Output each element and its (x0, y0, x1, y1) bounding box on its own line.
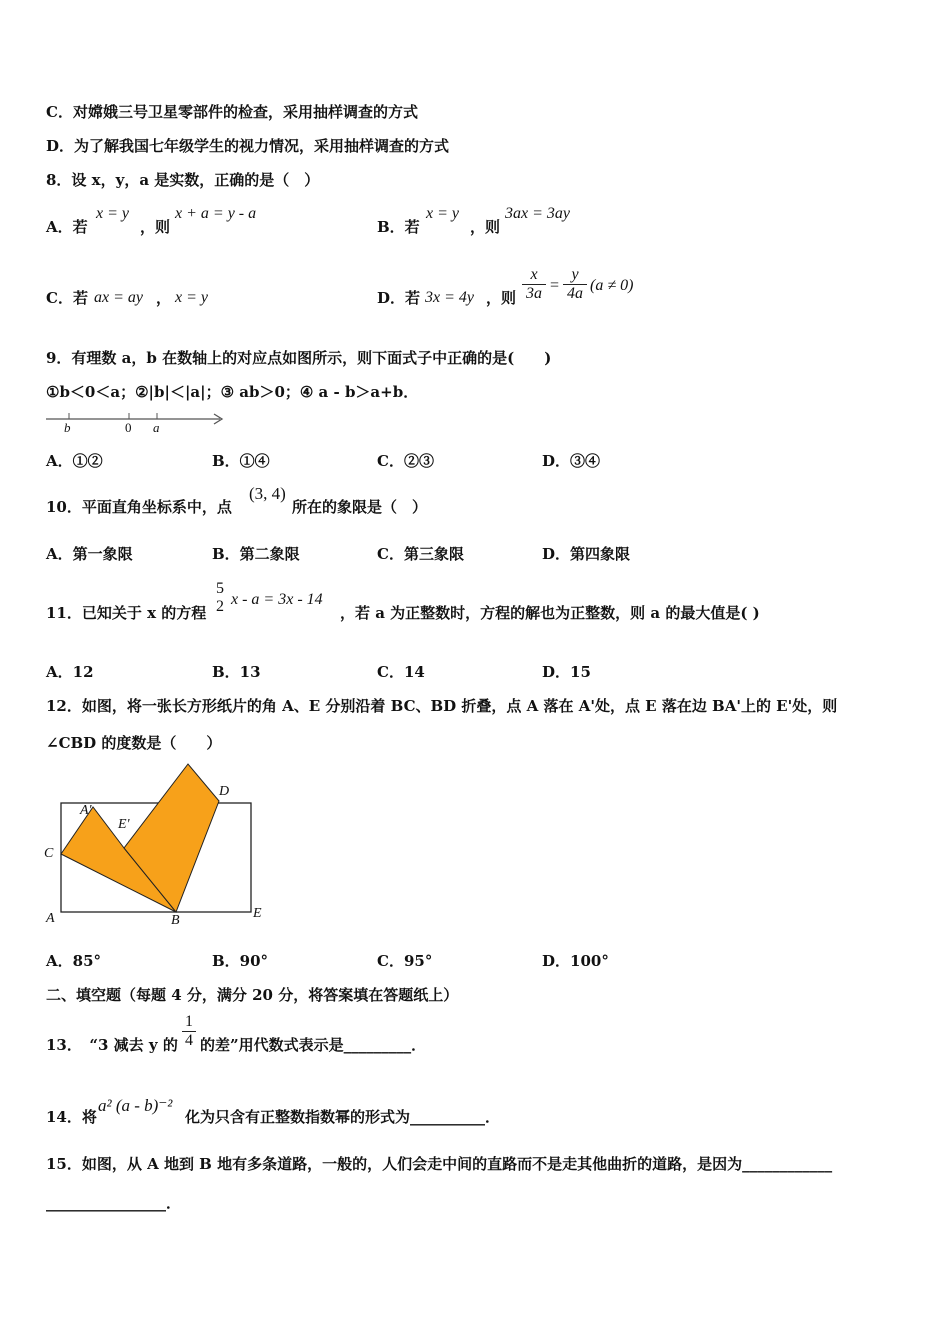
fraction-numerator: y (571, 266, 579, 283)
label-a: A (46, 911, 55, 926)
q8-option-a-then: ，则 (140, 218, 171, 236)
question-15-line2: ________________． (46, 1194, 182, 1212)
number-line-label-a: a (153, 420, 160, 435)
q11-option-c: C．14 (377, 663, 425, 681)
q8-option-a-cond: x = y (96, 205, 129, 222)
q9-option-c: C．②③ (377, 452, 434, 470)
q10-point: (3, 4) (249, 484, 286, 503)
question-9-statements: ①b＜0＜a；②|b|＜|a|；③ ab＞0；④ a - b＞a+b． (46, 383, 419, 401)
q8-option-c-result: x = y (175, 289, 208, 306)
q12-option-a: A．85° (46, 952, 102, 970)
question-11-suffix: ，若 a 为正整数时，方程的解也为正整数，则 a 的最大值是( ) (340, 604, 760, 622)
q8-condition-a-nonzero: (a ≠ 0) (590, 277, 634, 294)
q10-option-d: D．第四象限 (542, 545, 631, 563)
q8-option-a-result: x + a = y - a (175, 205, 257, 222)
q9-option-a: A．①② (46, 452, 103, 470)
q8-option-d-then: ，则 (486, 289, 517, 307)
q13-fraction-1-over-4 (182, 1013, 196, 1050)
q14-expression: a² (a - b)⁻² (98, 1096, 173, 1115)
q8-option-c-cond: ax = ay (94, 289, 143, 306)
question-14-suffix: 化为只含有正整数指数幂的形式为__________． (185, 1108, 501, 1126)
q12-option-b: B．90° (212, 952, 269, 970)
q11-option-a: A．12 (46, 663, 94, 681)
q8-fraction-x-over-3a (522, 266, 546, 303)
q11-option-b: B．13 (212, 663, 261, 681)
label-e: E (253, 906, 262, 921)
number-line (44, 408, 228, 438)
q10-option-c: C．第三象限 (377, 545, 464, 563)
label-d: D (219, 784, 230, 799)
fraction-denominator: 4a (563, 284, 587, 303)
question-13-prefix: 13． “3 减去 y 的 (46, 1036, 178, 1054)
fraction-numerator: x (530, 266, 538, 283)
label-c: C (44, 846, 54, 861)
fraction-numerator: 1 (185, 1013, 193, 1030)
number-line-label-zero: 0 (125, 420, 132, 435)
q8-option-c-sep: ， (156, 289, 172, 307)
label-e-prime: E' (118, 817, 130, 832)
q10-option-a: A．第一象限 (46, 545, 133, 563)
q11-option-d: D．15 (542, 663, 591, 681)
option-d-q7: D．为了解我国七年级学生的视力情况，采用抽样调查的方式 (46, 137, 450, 155)
q8-option-d-prefix: D．若 (377, 289, 421, 307)
question-14-prefix: 14．将 (46, 1108, 97, 1126)
q12-option-d: D．100° (542, 952, 609, 970)
fraction-denominator: 4 (182, 1031, 196, 1050)
section-2-heading: 二、填空题（每题 4 分，满分 20 分，将答案填在答题纸上） (46, 986, 459, 1004)
q8-option-b-then: ，则 (470, 218, 501, 236)
question-12-line1: 12．如图，将一张长方形纸片的角 A、E 分别沿着 BC、BD 折叠，点 A 落在 A'处，点 E 落在边 BA'上的 E'处，则 (46, 697, 838, 715)
q8-option-b-result: 3ax = 3ay (505, 205, 570, 222)
q10-option-b: B．第二象限 (212, 545, 300, 563)
option-c-q7: C．对嫦娥三号卫星零部件的检查，采用抽样调查的方式 (46, 103, 418, 121)
q9-option-d: D．③④ (542, 452, 601, 470)
question-12-line2: ∠CBD 的度数是（ ） (46, 734, 222, 752)
q8-option-a-prefix: A．若 (46, 218, 88, 236)
question-13-suffix: 的差”用代数式表示是_________． (200, 1036, 427, 1054)
number-line-label-b: b (64, 420, 71, 435)
fraction-denominator: 2 (216, 598, 224, 615)
q8-fraction-y-over-4a (563, 266, 587, 303)
label-b: B (171, 913, 180, 928)
label-a-prime: A' (80, 803, 92, 818)
fraction-numerator: 5 (216, 580, 224, 597)
q8-option-c-prefix: C．若 (46, 289, 88, 307)
question-10-suffix: 所在的象限是（ ） (292, 498, 428, 516)
q8-option-d-cond: 3x = 4y (425, 289, 474, 306)
question-11-prefix: 11．已知关于 x 的方程 (46, 604, 207, 622)
q12-option-c: C．95° (377, 952, 433, 970)
q11-equation: x - a = 3x - 14 (231, 591, 323, 608)
q8-option-b-prefix: B．若 (377, 218, 420, 236)
question-8: 8．设 x，y，a 是实数，正确的是（ ） (46, 171, 320, 189)
folding-figure (40, 760, 270, 932)
q9-option-b: B．①④ (212, 452, 270, 470)
fraction-denominator: 3a (522, 284, 546, 303)
q11-fraction-5-over-2 (213, 580, 227, 616)
question-10-prefix: 10．平面直角坐标系中，点 (46, 498, 232, 516)
question-9: 9．有理数 a，b 在数轴上的对应点如图所示，则下面式子中正确的是( ) (46, 349, 552, 367)
q8-option-b-cond: x = y (426, 205, 459, 222)
question-15-line1: 15．如图，从 A 地到 B 地有多条道路，一般的，人们会走中间的直路而不是走其他曲折的道路，是因为____________ (46, 1155, 833, 1173)
q8-equals-sign: = (550, 277, 560, 294)
